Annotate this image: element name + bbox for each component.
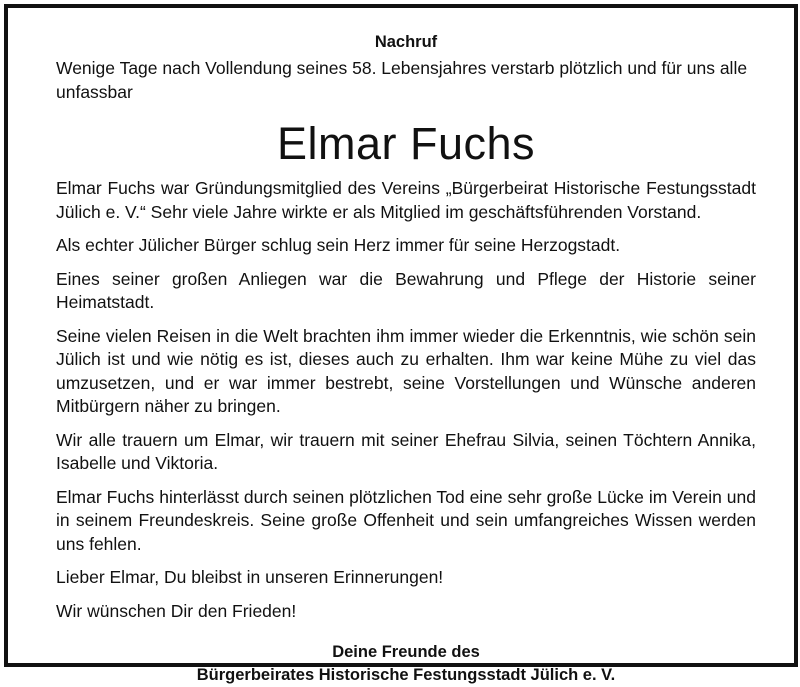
signature-line-1: Deine Freunde des [332, 643, 480, 661]
paragraph-loss: Elmar Fuchs hinterlässt durch seinen plötzlichen Tod eine sehr große Lücke im Verein und in seinem Freundeskreis. Seine große Offenheit und sein umfangreiches Wissen werden uns fehlen. [56, 486, 756, 554]
paragraph-history: Eines seiner großen Anliegen war die Bewahrung und Pflege der Historie seiner Heimatstadt. [56, 268, 756, 312]
paragraph-travels: Seine vielen Reisen in die Welt brachten ihm immer wieder die Erkenntnis, wie schön sein Jülich ist und wie nötig es ist, dieses auch zu erhalten. Ihm war keine Mühe zu viel das umzusetzen, und er war immer bestrebt, seine Vorstellungen und Wünsche anderen Mitbürgern näher zu bringen. [56, 325, 756, 416]
deceased-name: Elmar Fuchs [276, 118, 536, 169]
paragraph-heart: Als echter Jülicher Bürger schlug sein Herz immer für seine Herzogstadt. [56, 235, 621, 255]
paragraph-memories: Lieber Elmar, Du bleibst in unseren Erinnerungen! [56, 567, 444, 587]
signature-block [56, 641, 756, 687]
obituary-content [56, 14, 756, 687]
paragraph-founding-member: Elmar Fuchs war Gründungsmitglied des Vereins „Bürgerbeirat Historische Festungsstadt Jülich e. V.“ Sehr viele Jahre wirkte er als Mitglied im geschäftsführenden Vorstand. [56, 178, 756, 222]
heading-nachruf: Nachruf [374, 33, 438, 51]
paragraph-family: Wir alle trauern um Elmar, wir trauern mit seiner Ehefrau Silvia, seinen Töchtern Annika, Isabelle und Viktoria. [56, 429, 756, 473]
obituary-frame [4, 4, 798, 684]
paragraph-peace: Wir wünschen Dir den Frieden! [56, 600, 297, 621]
signature-line-2: Bürgerbeirates Historische Festungsstadt Jülich e. V. [196, 666, 616, 684]
intro-text: Wenige Tage nach Vollendung seines 58. Lebensjahres verstarb plötzlich und für uns alle unfassbar [56, 58, 748, 102]
